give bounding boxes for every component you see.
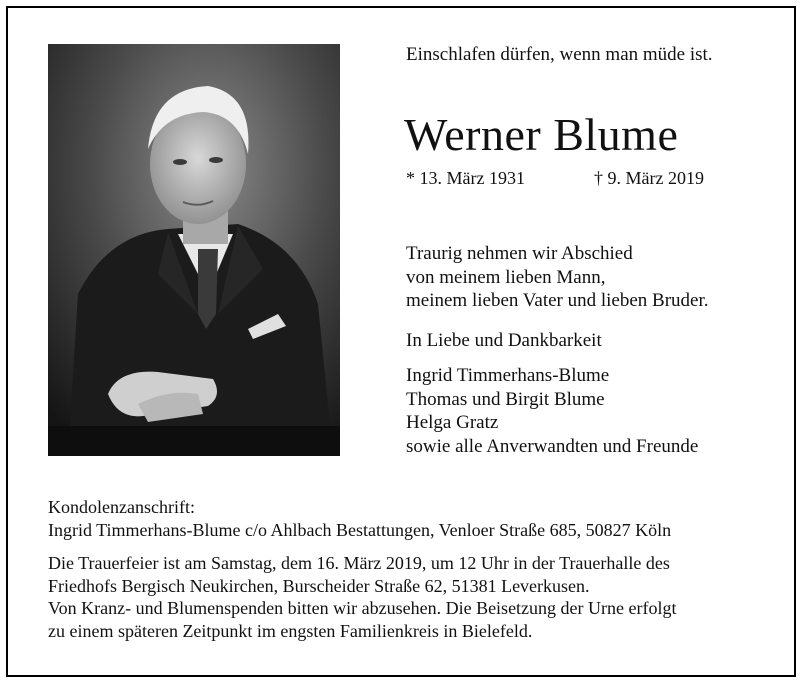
closing-line: In Liebe und Dankbarkeit [406, 330, 602, 351]
ceremony-info [48, 552, 677, 642]
condolence-address-line: Ingrid Timmerhans-Blume c/o Ahlbach Bestattungen, Venloer Straße 685, 50827 Köln [48, 519, 672, 540]
condolence-label: Kondolenzanschrift: [48, 497, 195, 517]
mourner-name: Helga Gratz [406, 412, 499, 433]
farewell-line: von meinem lieben Mann, [406, 266, 606, 288]
farewell-line: meinem lieben Vater und lieben Bruder. [406, 290, 709, 311]
mourner-name: Thomas und Birgit Blume [406, 388, 605, 410]
mourner-name: Ingrid Timmerhans-Blume [406, 365, 610, 386]
farewell-text [406, 242, 709, 313]
ceremony-line: zu einem späteren Zeitpunkt im engsten Familienkreis in Bielefeld. [48, 620, 533, 641]
birth-date: * 13. März 1931 [406, 168, 525, 188]
deceased-name: Werner Blume [404, 109, 679, 160]
ceremony-line: Von Kranz- und Blumenspenden bitten wir abzusehen. Die Beisetzung der Urne erfolgt [48, 598, 677, 618]
mourners-list [406, 364, 698, 458]
death-date: † 9. März 2019 [594, 168, 704, 188]
condolence-address [48, 496, 671, 541]
farewell-line: Traurig nehmen wir Abschied [406, 243, 633, 264]
obituary-frame [6, 6, 796, 677]
ceremony-line: Die Trauerfeier ist am Samstag, dem 16. März 2019, um 12 Uhr in der Trauerhalle des [48, 553, 670, 573]
motto-text: Einschlafen dürfen, wenn man müde ist. [406, 44, 713, 65]
mourner-name: sowie alle Anverwandten und Freunde [406, 435, 699, 457]
closing-text [406, 329, 602, 353]
portrait-photo [48, 44, 340, 456]
ceremony-line: Friedhofs Bergisch Neukirchen, Burscheider Straße 62, 51381 Leverkusen. [48, 575, 590, 596]
